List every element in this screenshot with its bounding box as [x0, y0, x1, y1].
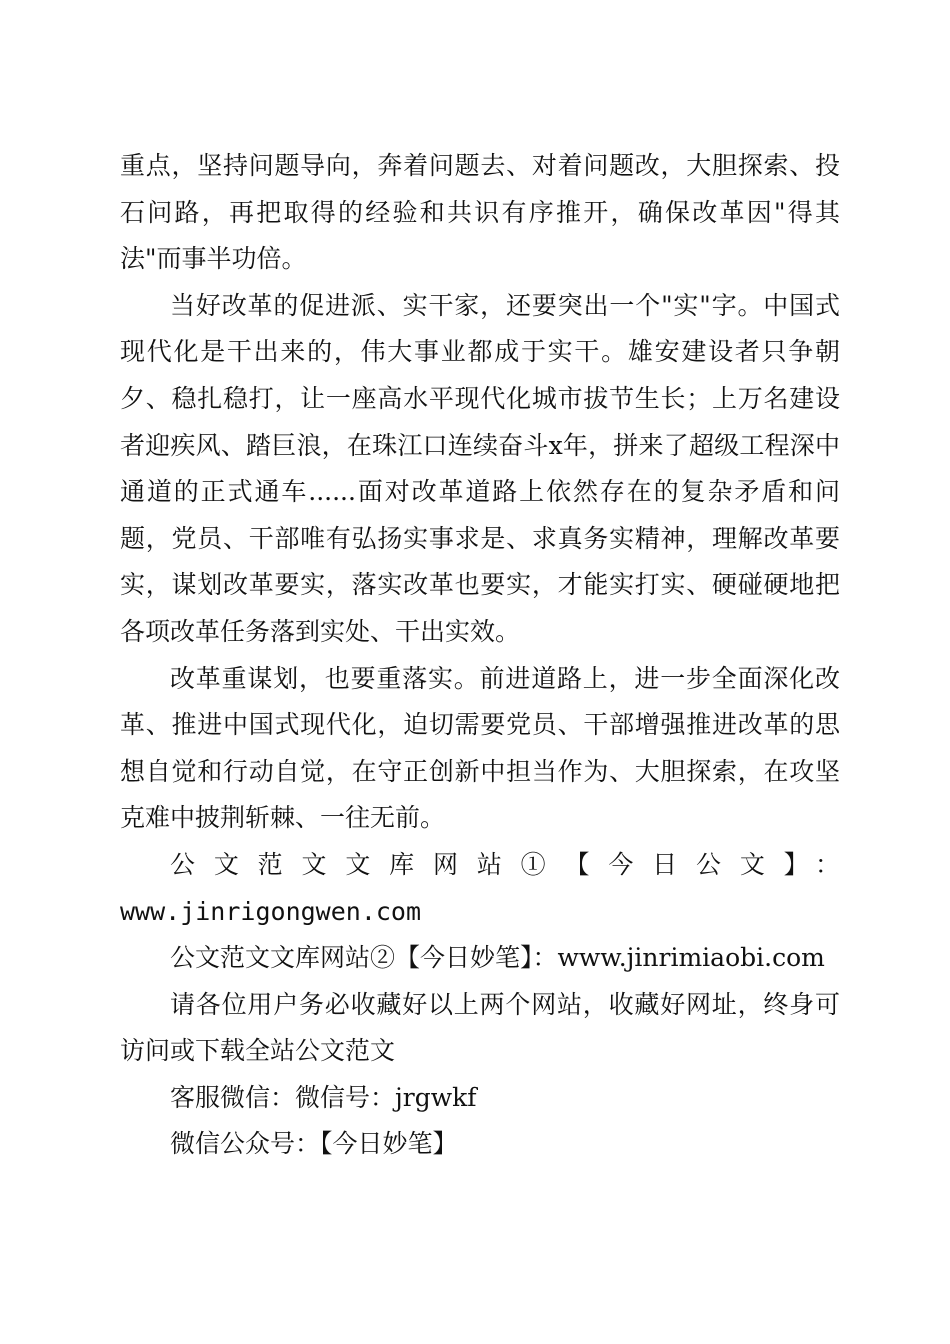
- paragraph-reform-implementation: 改革重谋划，也要重落实。前进道路上，进一步全面深化改革、推进中国式现代化，迫切需要党员、干部增强推进改革的思想自觉和行动自觉，在守正创新中担当作为、大胆探索，在攻坚克难中披荆斩棘、一往无前。: [120, 663, 840, 833]
- paragraph-practical-work: 当好改革的促进派、实干家，还要突出一个"实"字。中国式现代化是干出来的，伟大事业都成于实干。雄安建设者只争朝夕、稳扎稳打，让一座高水平现代化城市拔节生长；上万名建设者迎疾风、踏巨浪，在珠江口连续奋斗x年，拼来了超级工程深中通道的正式通车......面对改革道路上依然存在的复杂矛盾和问题，党员、干部唯有弘扬实事求是、求真务实精神，理解改革要实，谋划改革要实，落实改革也要实，才能实打实、硬碰硬地把各项改革任务落到实处、干出实效。: [120, 290, 840, 646]
- website-one-label: 公文范文文库网站①【今日公文】：: [170, 849, 840, 879]
- website-two-line[interactable]: 公文范文文库网站②【今日妙笔】：www.jinrimiaobi.com: [170, 943, 825, 973]
- customer-service-wechat: 客服微信：微信号：jrgwkf: [170, 1082, 477, 1112]
- website-one-url[interactable]: www.jinrigongwen.com: [120, 896, 422, 926]
- wechat-official-account: 微信公众号：【今日妙笔】: [170, 1129, 458, 1159]
- bookmark-notice: 请各位用户务必收藏好以上两个网站，收藏好网址，终身可访问或下载全站公文范文: [120, 989, 840, 1066]
- paragraph-continuation: 重点，坚持问题导向，奔着问题去、对着问题改，大胆探索、投石问路，再把取得的经验和共识有序推开，确保改革因"得其法"而事半功倍。: [120, 151, 840, 274]
- document-body: [120, 143, 840, 1168]
